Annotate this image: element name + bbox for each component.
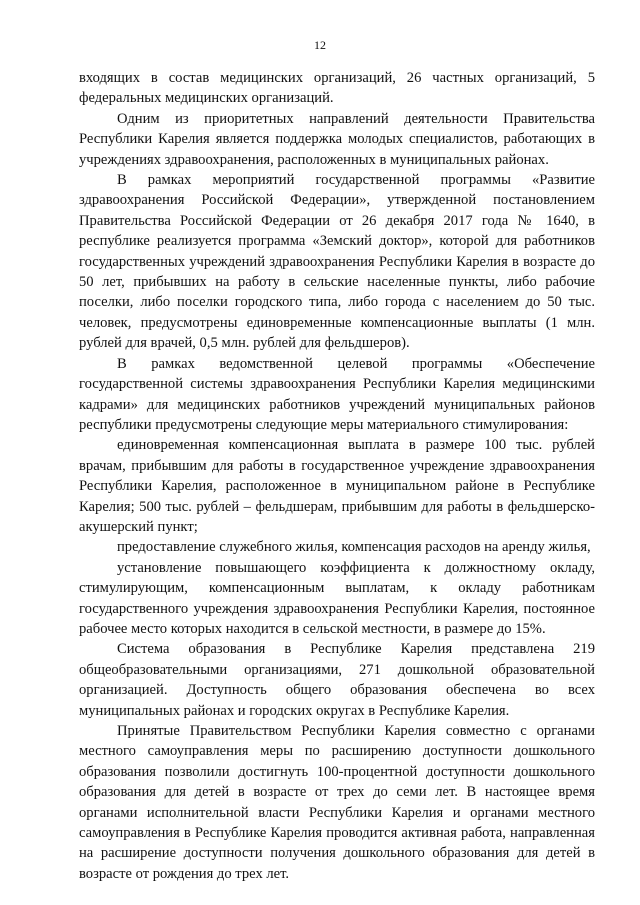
document-body	[79, 68, 595, 884]
page-number: 12	[314, 38, 326, 52]
paragraph-zemsky-doctor: В рамках мероприятий государственной программы «Развитие здравоохранения Российской Федерации», утвержденной постановлением Правительства Российской Федерации от 26 декабря 2017 года № 1640, в республике реализуется программа «Земский доктор», которой для работников государственных учреждений здравоохранения Республики Карелия в возрасте до 50 лет, прибывших на работу в сельские населенные пункты, либо рабочие поселки, либо поселки городского типа, либо города с населением до 50 тыс. человек, предусмотрены единовременные компенсационные выплаты (1 млн. рублей для врачей, 0,5 млн. рублей для фельдшеров).	[79, 172, 595, 352]
paragraph-education-system: Система образования в Республике Карелия представлена 219 общеобразовательными организациями, 271 дошкольной образовательной организацией. Доступность общего образования обеспечена во всех муниципальных районах и городских округах в Республике Карелия.	[79, 641, 595, 719]
paragraph-housing: предоставление служебного жилья, компенсация расходов на аренду жилья,	[117, 539, 591, 556]
paragraph-preschool-access: Принятые Правительством Республики Карелия совместно с органами местного самоуправления меры по расширению доступности дошкольного образования позволили достигнуть 100-процентной доступности дошкольного образования для детей в возрасте от трех до семи лет. В настоящее время органами исполнительной власти Республики Карелия и органами местного самоуправления в Республике Карелия проводится активная работа, направленная на расширение доступности получения дошкольного образования для детей в возрасте от рождения до трех лет.	[79, 723, 595, 882]
paragraph-departmental-program: В рамках ведомственной целевой программы «Обеспечение государственной системы здравоохранения Республики Карелия медицинскими кадрами» для медицинских работников учреждений муниципальных районов республики предусмотрены следующие меры материального стимулирования:	[79, 355, 595, 433]
paragraph-lump-sum-payment: единовременная компенсационная выплата в размере 100 тыс. рублей врачам, прибывшим для работы в государственное учреждение здравоохранения Республики Карелия, расположенное в муниципальном районе в Республике Карелия; 500 тыс. рублей – фельдшерам, прибывшим для работы в фельдшерско-акушерский пункт;	[79, 437, 595, 535]
paragraph-continuation: входящих в состав медицинских организаций, 26 частных организаций, 5 федеральных медицинских организаций.	[79, 70, 595, 107]
paragraph-support-young-specialists: Одним из приоритетных направлений деятельности Правительства Республики Карелия является поддержка молодых специалистов, работающих в учреждениях здравоохранения, расположенных в муниципальных районах.	[79, 110, 595, 168]
paragraph-coefficient: установление повышающего коэффициента к должностному окладу, стимулирующим, компенсационным выплатам, к окладу работникам государственного учреждения здравоохранения Республики Карелия, постоянное рабочее место которых находится в сельской местности, в размере до 15%.	[79, 559, 595, 637]
